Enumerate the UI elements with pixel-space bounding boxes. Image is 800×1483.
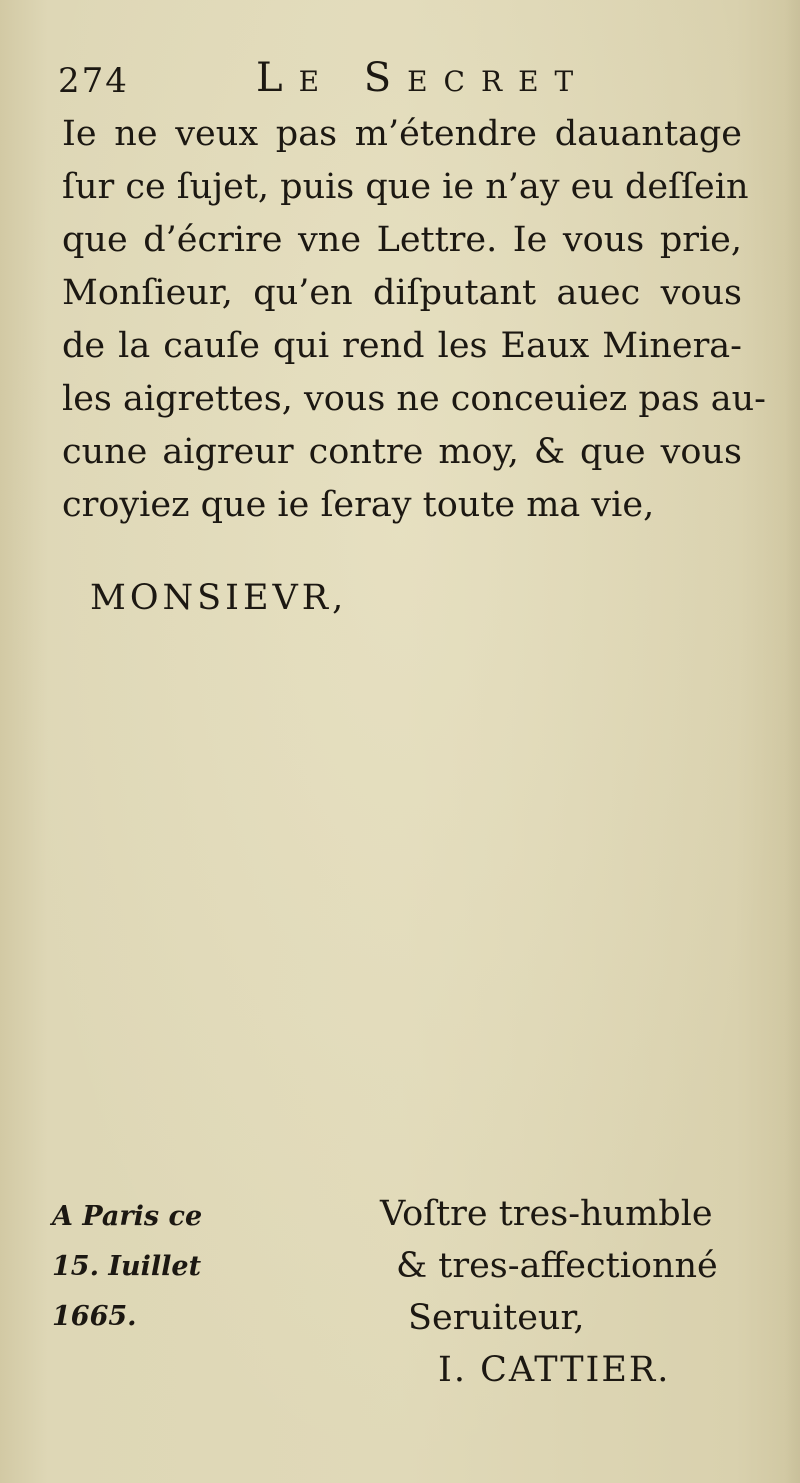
running-title: Le Secret [256,55,590,101]
body-line: ſur ce ſujet, puis que ie n’ay eu deſſein [62,167,749,207]
body-line: les aigrettes, vous ne conceuiez pas au- [62,379,766,419]
body-line: croyiez que ie ſeray toute ma vie, [62,485,655,525]
body-line: Ie ne veux pas m’étendre dauantage [62,114,742,154]
closing-line: Seruiteur, [408,1298,585,1338]
salutation: MONSIEVR, [90,578,348,618]
closing-signature [380,1188,780,1396]
running-head [58,55,758,105]
dateline [52,1192,282,1342]
body-line: que d’écrire vne Lettre. Ie vous prie, [62,220,742,260]
dateline-day: 15. Iuillet [52,1251,202,1282]
dateline-year: 1665. [52,1301,137,1332]
letter-body [62,108,766,532]
closing-line: Voſtre tres-humble [380,1194,713,1234]
dateline-place: A Paris ce [52,1201,203,1232]
body-line: de la cauſe qui rend les Eaux Minera- [62,326,742,366]
closing-line: & tres-affectionné [396,1246,718,1286]
body-line: cune aigreur contre moy, & que vous [62,432,742,472]
page-edge-shadow [786,0,800,1483]
page-number: 274 [58,61,129,101]
signature-name: I. CATTIER. [438,1350,671,1390]
body-line: Monſieur, qu’en diſputant auec vous [62,273,742,313]
